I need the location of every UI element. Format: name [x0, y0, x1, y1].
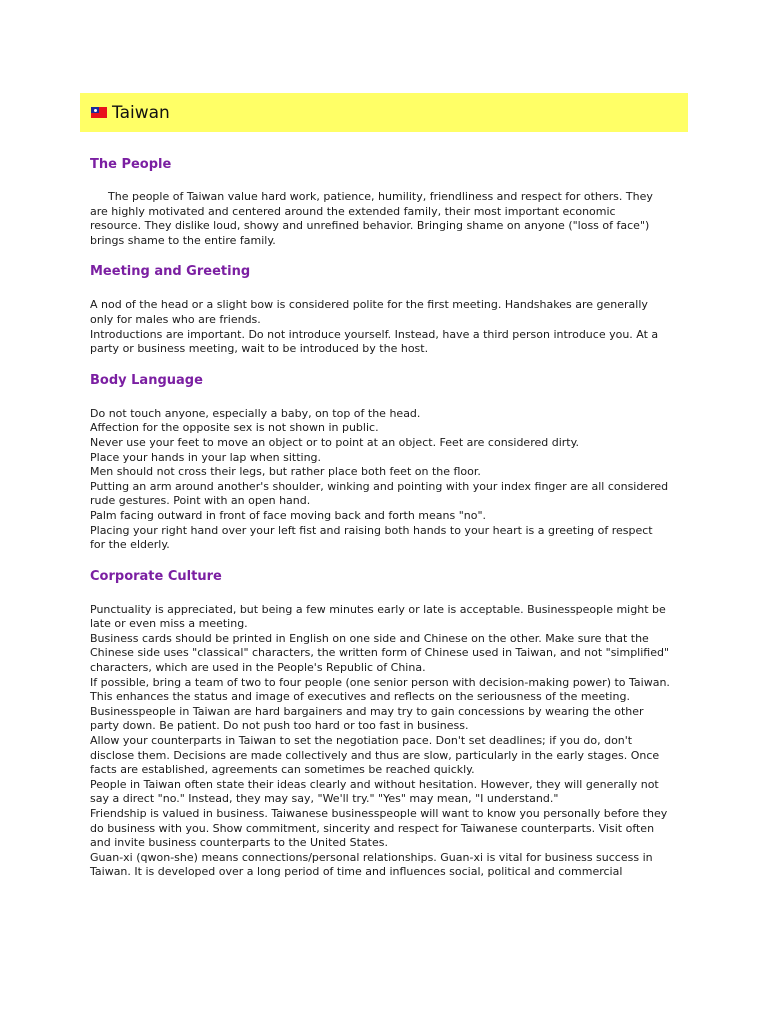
- paragraph: The people of Taiwan value hard work, patience, humility, friendliness and respect for others. They are highly motivated and centered around the extended family, their most important economic resource. They dislike loud, showy and unrefined behavior. Bringing shame on anyone ("loss of face") brings shame to the entire family.: [90, 190, 653, 247]
- paragraph: If possible, bring a team of two to four people (one senior person with decision-making power) to Taiwan. This enhances the status and image of executives and reflects on the seriousness of the meeting.: [90, 675, 670, 704]
- paragraph: Punctuality is appreciated, but being a few minutes early or late is acceptable. Businesspeople might be late or even miss a meeting.: [90, 602, 666, 631]
- paragraph: People in Taiwan often state their ideas clearly and without hesitation. However, they will generally not say a direct "no." Instead, they may say, "We'll try." "Yes" may mean, "I understand.": [90, 777, 659, 806]
- paragraph: Friendship is valued in business. Taiwanese businesspeople will want to know you personally before they do business with you. Show commitment, sincerity and respect for Taiwanese counterparts. Visit often and invite business counterparts to the United States.: [90, 807, 668, 850]
- paragraph: Allow your counterparts in Taiwan to set the negotiation pace. Don't set deadlines; if you do, don't disclose them. Decisions are made collectively and thus are slow, particularly in the early stages. Once facts are established, agreements can sometimes be reached quickly.: [90, 734, 660, 777]
- section-heading: Body Language: [90, 372, 203, 388]
- paragraph: Introductions are important. Do not introduce yourself. Instead, have a third person introduce you. At a party or business meeting, wait to be introduced by the host.: [90, 327, 659, 356]
- section-heading: The People: [90, 157, 172, 172]
- paragraph: Putting an arm around another's shoulder, winking and pointing with your index finger are all considered rude gestures. Point with an open hand.: [90, 479, 669, 508]
- paragraph: Affection for the opposite sex is not shown in public.: [90, 421, 379, 435]
- page-title: Taiwan: [112, 102, 170, 123]
- paragraph: Guan-xi (qwon-she) means connections/personal relationships. Guan-xi is vital for business success in Taiwan. It is developed over a long period of time and influences social, political and commercial: [90, 850, 653, 879]
- paragraph: Men should not cross their legs, but rather place both feet on the floor.: [90, 465, 481, 479]
- paragraph: Businesspeople in Taiwan are hard bargainers and may try to gain concessions by wearing the other party down. Be patient. Do not push too hard or too fast in business.: [90, 704, 644, 733]
- taiwan-flag-icon: [91, 107, 107, 118]
- section-meeting-and-greeting: [90, 264, 670, 356]
- country-title-bar: [80, 93, 688, 132]
- document-page: [80, 93, 688, 880]
- section-the-people: [90, 157, 670, 248]
- paragraph: Business cards should be printed in English on one side and Chinese on the other. Make sure that the Chinese side uses "classical" characters, the written form of Chinese used in Taiwan, and not "simplified" characters, which are used in the People's Republic of China.: [90, 631, 670, 675]
- paragraph: Placing your right hand over your left fist and raising both hands to your heart is a greeting of respect for the elderly.: [90, 523, 653, 552]
- paragraph: Palm facing outward in front of face moving back and forth means "no".: [90, 508, 487, 522]
- section-heading: Corporate Culture: [90, 568, 222, 584]
- paragraph: Do not touch anyone, especially a baby, on top of the head.: [90, 406, 421, 420]
- section-heading: Meeting and Greeting: [90, 264, 251, 280]
- paragraph: Place your hands in your lap when sitting.: [90, 450, 322, 464]
- paragraph: Never use your feet to move an object or to point at an object. Feet are considered dirty.: [90, 435, 580, 449]
- section-corporate-culture: [90, 569, 670, 880]
- section-body-language: [90, 373, 670, 553]
- paragraph: A nod of the head or a slight bow is considered polite for the first meeting. Handshakes are generally only for males who are friends.: [90, 298, 648, 326]
